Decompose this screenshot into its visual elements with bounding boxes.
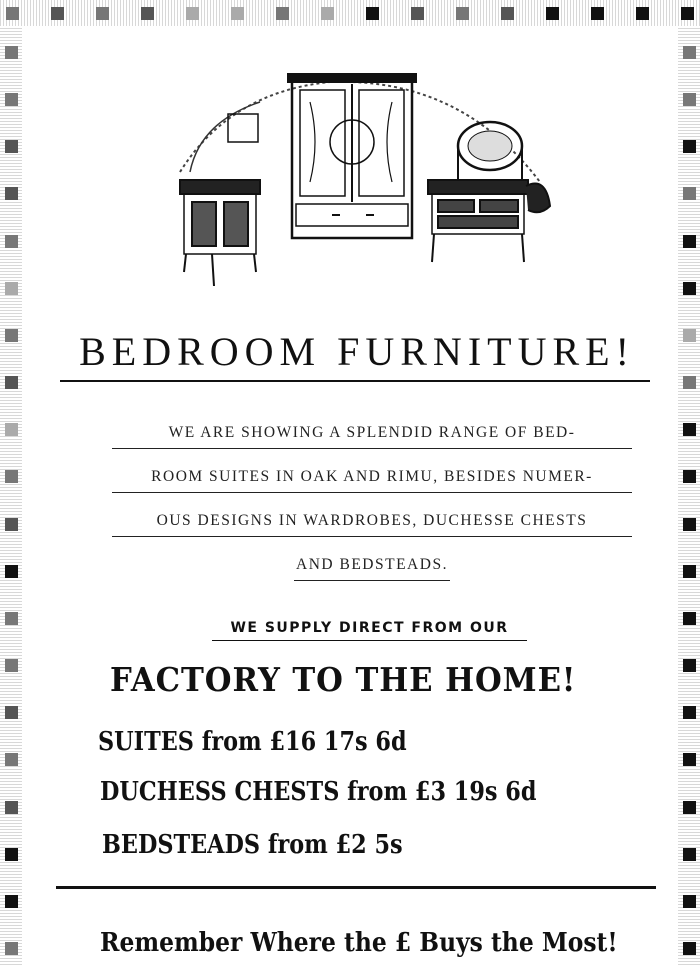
border-ornament: [546, 7, 559, 20]
border-ornament: [5, 659, 18, 672]
border-ornament: [683, 93, 696, 106]
border-ornament: [5, 46, 18, 59]
border-ornament: [96, 7, 109, 20]
border-ornament: [683, 753, 696, 766]
border-ornament: [5, 565, 18, 578]
bottom-divider: [56, 886, 656, 889]
border-ornament: [5, 470, 18, 483]
border-ornament: [501, 7, 514, 20]
border-ornament: [5, 801, 18, 814]
border-ornament: [51, 7, 64, 20]
border-ornament: [456, 7, 469, 20]
border-ornament: [5, 423, 18, 436]
border-ornament: [5, 753, 18, 766]
border-ornament: [366, 7, 379, 20]
border-ornament: [321, 7, 334, 20]
border-ornament: [681, 7, 694, 20]
showing-paragraph: [112, 418, 632, 594]
headline: BEDROOM FURNITURE!: [79, 329, 635, 374]
border-ornament: [683, 848, 696, 861]
border-ornament: [5, 235, 18, 248]
border-ornament: [5, 282, 18, 295]
border-ornament: [683, 470, 696, 483]
border-ornament: [231, 7, 244, 20]
border-ornament: [636, 7, 649, 20]
border-ornament: [5, 942, 18, 955]
decorative-border-top: [0, 0, 700, 26]
border-ornament: [5, 848, 18, 861]
slogan: Remember Where the £ Buys the Most!: [100, 928, 618, 958]
border-ornament: [683, 612, 696, 625]
border-ornament: [683, 187, 696, 200]
border-ornament: [591, 7, 604, 20]
border-ornament: [683, 565, 696, 578]
border-ornament: [683, 235, 696, 248]
border-ornament: [683, 46, 696, 59]
border-ornament: [6, 7, 19, 20]
border-ornament: [5, 706, 18, 719]
border-ornament: [683, 518, 696, 531]
border-ornament: [276, 7, 289, 20]
border-ornament: [683, 423, 696, 436]
border-ornament: [683, 895, 696, 908]
decorative-border-right: [678, 26, 700, 965]
border-ornament: [5, 612, 18, 625]
border-ornament: [683, 140, 696, 153]
border-ornament: [683, 659, 696, 672]
showing-line: WE ARE SHOWING A SPLENDID RANGE OF BED-: [112, 418, 632, 449]
supply-text: WE SUPPLY DIRECT FROM OUR: [212, 620, 527, 641]
price-line-suites: SUITES from £16 17s 6d: [98, 727, 407, 757]
border-ornament: [5, 376, 18, 389]
border-ornament: [683, 801, 696, 814]
border-ornament: [5, 518, 18, 531]
border-ornament: [5, 93, 18, 106]
decorative-border-left: [0, 26, 22, 965]
showing-line: OUS DESIGNS IN WARDROBES, DUCHESSE CHESTS: [112, 506, 632, 537]
border-ornament: [186, 7, 199, 20]
border-ornament: [683, 376, 696, 389]
border-ornament: [683, 282, 696, 295]
border-ornament: [5, 895, 18, 908]
border-ornament: [141, 7, 154, 20]
showing-line: ROOM SUITES IN OAK AND RIMU, BESIDES NUMER-: [112, 462, 632, 493]
price-line-bedsteads: BEDSTEADS from £2 5s: [102, 830, 403, 860]
bedroom-furniture-illustration: [170, 62, 560, 292]
headline-divider: [60, 380, 650, 382]
factory-heading: FACTORY TO THE HOME!: [110, 660, 577, 699]
border-ornament: [411, 7, 424, 20]
border-ornament: [683, 942, 696, 955]
price-line-duchess-chests: DUCHESS CHESTS from £3 19s 6d: [100, 777, 537, 807]
border-ornament: [683, 329, 696, 342]
border-ornament: [5, 329, 18, 342]
border-ornament: [5, 187, 18, 200]
border-ornament: [683, 706, 696, 719]
border-ornament: [5, 140, 18, 153]
showing-line: AND BEDSTEADS.: [294, 550, 450, 581]
